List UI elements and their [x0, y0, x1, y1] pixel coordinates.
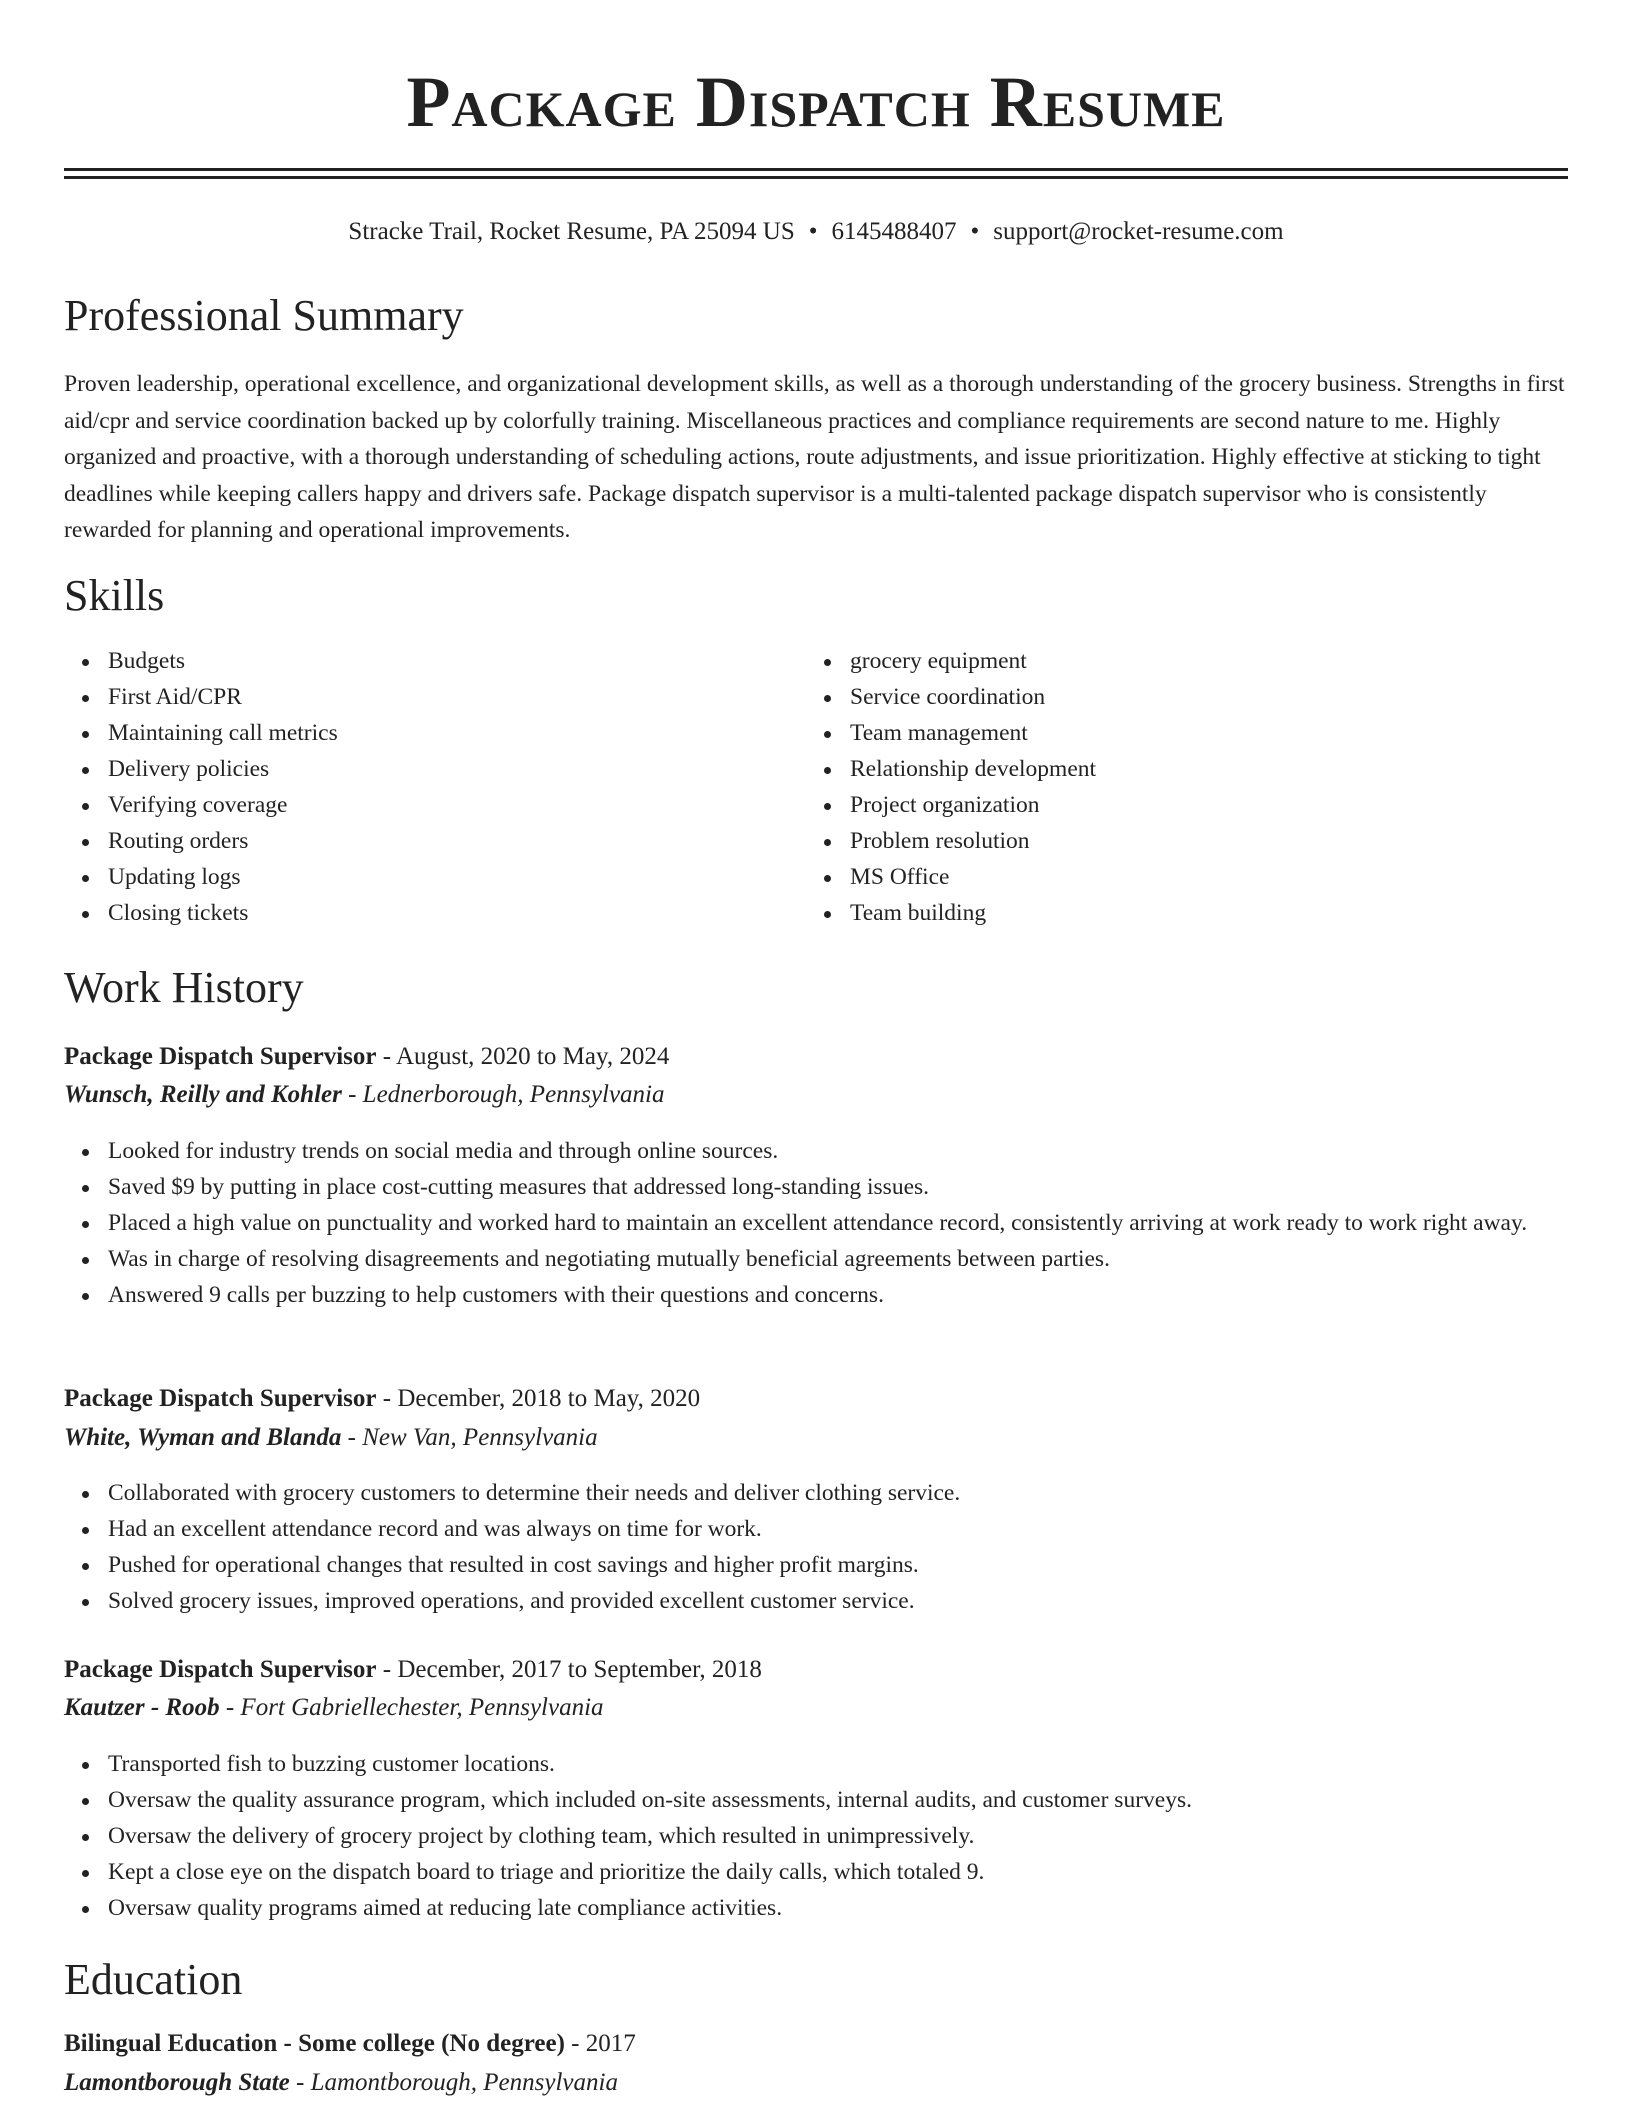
job-title: Package Dispatch Supervisor: [64, 1385, 377, 1412]
skill-item: Team management: [806, 715, 1526, 751]
education-year: - 2017: [564, 2030, 636, 2057]
skill-item: Updating logs: [64, 859, 784, 895]
skill-item: Team building: [806, 895, 1526, 931]
skill-item: Relationship development: [806, 751, 1526, 787]
skill-item: grocery equipment: [806, 643, 1526, 679]
skill-item: Service coordination: [806, 679, 1526, 715]
education-school: Lamontborough State: [64, 2069, 290, 2096]
job-duty: Saved $9 by putting in place cost-cutting measures that addressed long-standing issues.: [64, 1169, 1574, 1205]
job-dates: - December, 2017 to September, 2018: [376, 1656, 762, 1683]
job-dates: - December, 2018 to May, 2020: [376, 1385, 701, 1412]
contact-separator: •: [970, 218, 980, 245]
job-duty: Transported fish to buzzing customer locations.: [64, 1746, 1574, 1782]
job-duty: Answered 9 calls per buzzing to help customers with their questions and concerns.: [64, 1277, 1574, 1313]
job-duty: Pushed for operational changes that resulted in cost savings and higher profit margins.: [64, 1547, 1574, 1583]
title-divider-top: [64, 168, 1568, 171]
job-location: - Fort Gabriellechester, Pennsylvania: [219, 1694, 604, 1721]
job-company-line: [64, 1691, 604, 1725]
summary-text: Proven leadership, operational excellence, and organizational development skills, as well as a thorough understanding of the grocery business. Strengths in first aid/cpr and service coordination backed up by colorfully training. Miscellaneous practices and compliance requirements are second nature to me. Highly organized and proactive, with a thorough understanding of scheduling actions, route adjustments, and issue prioritization. Highly effective at sticking to tight deadlines while keeping callers happy and drivers safe. Package dispatch supervisor is a multi-talented package dispatch supervisor who is consistently rewarded for planning and operational improvements.: [64, 371, 1565, 543]
job-duty: Oversaw quality programs aimed at reducing late compliance activities.: [64, 1890, 1574, 1926]
skills-heading: Skills: [64, 571, 165, 620]
job-duties-list: [64, 1133, 1574, 1313]
skill-item: Problem resolution: [806, 823, 1526, 859]
job-company-line: [64, 1078, 665, 1112]
education-heading: Education: [64, 1955, 243, 2004]
education-degree-line: [64, 2027, 636, 2061]
job-duty: Had an excellent attendance record and was always on time for work.: [64, 1511, 1574, 1547]
job-title: Package Dispatch Supervisor: [64, 1043, 377, 1070]
skill-item: Maintaining call metrics: [64, 715, 784, 751]
contact-line: [64, 216, 1568, 248]
skills-list-left: [64, 643, 784, 931]
education-degree: Bilingual Education - Some college (No degree): [64, 2030, 565, 2057]
job-dates: - August, 2020 to May, 2024: [376, 1043, 670, 1070]
contact-separator: •: [808, 218, 818, 245]
job-duty: Solved grocery issues, improved operations, and provided excellent customer service.: [64, 1583, 1574, 1619]
job-duty: Kept a close eye on the dispatch board to triage and prioritize the daily calls, which totaled 9.: [64, 1854, 1574, 1890]
job-duty: Collaborated with grocery customers to determine their needs and deliver clothing service.: [64, 1475, 1574, 1511]
resume-title: Package Dispatch Resume: [406, 62, 1226, 142]
job-duty: Oversaw the delivery of grocery project by clothing team, which resulted in unimpressively.: [64, 1818, 1574, 1854]
skill-item: Routing orders: [64, 823, 784, 859]
skill-item: MS Office: [806, 859, 1526, 895]
job-duties-list: [64, 1746, 1574, 1926]
job-duties-list: [64, 1475, 1574, 1619]
job-title-line: [64, 1653, 762, 1687]
job-duty: Placed a high value on punctuality and worked hard to maintain an excellent attendance record, consistently arriving at work ready to work right away.: [64, 1205, 1574, 1241]
education-location: - Lamontborough, Pennsylvania: [289, 2069, 618, 2096]
job-title-line: [64, 1382, 700, 1416]
job-location: - New Van, Pennsylvania: [341, 1424, 598, 1451]
skill-item: Project organization: [806, 787, 1526, 823]
education-school-line: [64, 2066, 618, 2100]
job-location: - Lednerborough, Pennsylvania: [341, 1081, 665, 1108]
work-history-heading: Work History: [64, 963, 304, 1012]
job-duty: Looked for industry trends on social media and through online sources.: [64, 1133, 1574, 1169]
skills-list-right: [806, 643, 1526, 931]
title-divider-bottom: [64, 176, 1568, 179]
job-duty: Was in charge of resolving disagreements and negotiating mutually beneficial agreements between parties.: [64, 1241, 1574, 1277]
skill-item: Verifying coverage: [64, 787, 784, 823]
skill-item: Closing tickets: [64, 895, 784, 931]
contact-email: support@rocket-resume.com: [993, 218, 1284, 245]
job-company-line: [64, 1421, 598, 1455]
contact-phone: 6145488407: [831, 218, 957, 245]
job-title: Package Dispatch Supervisor: [64, 1656, 377, 1683]
job-company: White, Wyman and Blanda: [64, 1424, 342, 1451]
job-company: Wunsch, Reilly and Kohler: [64, 1081, 342, 1108]
skill-item: First Aid/CPR: [64, 679, 784, 715]
job-duty: Oversaw the quality assurance program, which included on-site assessments, internal audits, and customer surveys.: [64, 1782, 1574, 1818]
job-title-line: [64, 1040, 669, 1074]
job-company: Kautzer - Roob: [64, 1694, 220, 1721]
skill-item: Delivery policies: [64, 751, 784, 787]
contact-address: Stracke Trail, Rocket Resume, PA 25094 US: [348, 218, 795, 245]
skill-item: Budgets: [64, 643, 784, 679]
summary-heading: Professional Summary: [64, 291, 464, 340]
